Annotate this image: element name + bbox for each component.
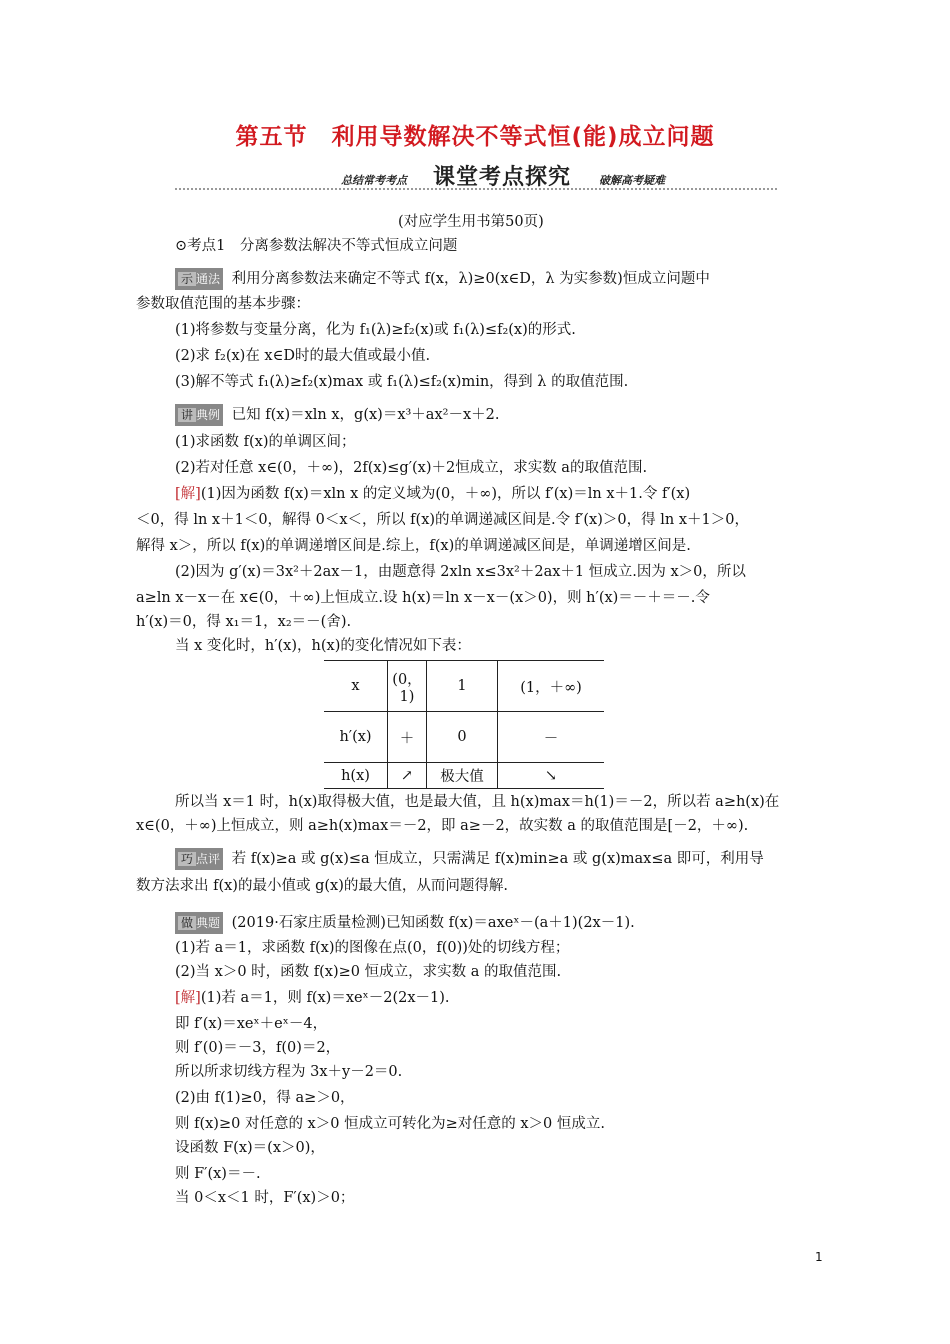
text-line: 设函数 F(x)＝(x＞0)， xyxy=(175,1140,325,1156)
banner-right-text: 破解高考疑难 xyxy=(599,174,665,187)
text-line: (2)因为 g′(x)＝3x²＋2ax－1，由题意得 2xln x≤3x²＋2ax＋1 恒成立.因为 x＞0，所以 xyxy=(175,564,746,580)
solution-line xyxy=(175,484,690,504)
kaodian-heading: ⊙考点1 分离参数法解决不等式恒成立问题 xyxy=(175,238,458,254)
table-cell: － xyxy=(498,712,605,763)
text-line: 解得 x＞，所以 f(x)的单调递增区间是.综上，f(x)的单调递减区间是，单调递增区间是. xyxy=(136,538,691,554)
text-line: (1)因为函数 f(x)＝xln x 的定义域为(0，＋∞)，所以 f′(x)＝ln x＋1.令 f′(x) xyxy=(200,486,691,502)
solution-mark: [解] xyxy=(175,990,201,1006)
tongfa-paragraph xyxy=(175,268,710,290)
table-cell: ↘ xyxy=(498,763,605,789)
table-cell: ＋ xyxy=(388,712,427,763)
text-line: 若 f(x)≥a 或 g(x)≤a 恒成立，只需满足 f(x)min≥a 或 g(x)max≤a 即可，利用导 xyxy=(231,851,764,867)
text-line: 则 F′(x)＝－. xyxy=(175,1166,261,1182)
text-line: 利用分离参数法来确定不等式 f(x，λ)≥0(x∈D，λ 为实参数)恒成立问题中 xyxy=(231,271,710,287)
banner-center-text: 课堂考点探究 xyxy=(433,165,572,190)
text-line: h′(x)＝0，得 x₁＝1，x₂＝－(舍). xyxy=(136,614,352,630)
text-line: 则 f′(0)＝－3，f(0)＝2， xyxy=(175,1040,341,1056)
text-line: a≥ln x－x－在 x∈(0，＋∞)上恒成立.设 h(x)＝ln x－x－(x＞0)，则 h′(x)＝－＋＝－.令 xyxy=(136,590,710,606)
text-line: (2)由 f(1)≥0，得 a≥＞0， xyxy=(175,1090,355,1106)
page-number: 1 xyxy=(815,1250,823,1264)
text-line: 则 f(x)≥0 对任意的 x＞0 恒成立可转化为≥对任意的 x＞0 恒成立. xyxy=(175,1116,605,1132)
solution-line xyxy=(175,988,450,1008)
text-line: 参数取值范围的基本步骤： xyxy=(136,296,310,312)
text-line: (3)解不等式 f₁(λ)≥f₂(x)max 或 f₁(λ)≤f₂(x)min，得到 λ 的取值范围. xyxy=(175,374,629,390)
table-row xyxy=(324,712,604,763)
table-cell: 极大值 xyxy=(427,763,498,789)
book-reference: (对应学生用书第50页) xyxy=(398,214,544,230)
dianli-paragraph xyxy=(175,404,499,426)
zuoti-paragraph xyxy=(175,912,635,934)
qiaodian-tag: 巧 点评 xyxy=(175,848,223,870)
text-line: 所以所求切线方程为 3x＋y－2＝0. xyxy=(175,1064,403,1080)
text-line: 已知 f(x)＝xln x，g(x)＝x³＋ax²－x＋2. xyxy=(231,407,500,423)
text-line: (2)求 f₂(x)在 x∈D时的最大值或最小值. xyxy=(175,348,431,364)
dianli-tag: 讲 典例 xyxy=(175,404,223,426)
text-line: ＜0，得 ln x＋1＜0，解得 0＜x＜，所以 f(x)的单调递减区间是.令 f′(x)＞0，得 ln x＋1＞0， xyxy=(136,512,749,528)
banner-rule xyxy=(175,188,777,190)
text-line: (1)求函数 f(x)的单调区间； xyxy=(175,434,356,450)
text-line: (1)若 a＝1，求函数 f(x)的图像在点(0，f(0))处的切线方程； xyxy=(175,940,570,956)
qiaodian-paragraph xyxy=(175,848,764,870)
text-line: 数方法求出 f(x)的最小值或 g(x)的最大值，从而问题得解. xyxy=(136,878,508,894)
banner-left-text: 总结常考考点 xyxy=(341,174,407,187)
table-row xyxy=(324,661,604,712)
table-row xyxy=(324,763,604,789)
text-line: 当 0＜x＜1 时，F′(x)＞0； xyxy=(175,1190,355,1206)
table-cell: 1 xyxy=(427,661,498,712)
text-line: (1)将参数与变量分离，化为 f₁(λ)≥f₂(x)或 f₁(λ)≤f₂(x)的形式. xyxy=(175,322,576,338)
tongfa-tag: 示 通法 xyxy=(175,268,223,290)
table-cell: h(x) xyxy=(324,763,388,789)
table-cell: 0 xyxy=(427,712,498,763)
table-cell: (0，1) xyxy=(388,661,427,712)
text-line: (2019·石家庄质量检测)已知函数 f(x)＝axeˣ－(a＋1)(2x－1). xyxy=(231,915,635,931)
text-line: (2)若对任意 x∈(0，＋∞)，2f(x)≤g′(x)＋2恒成立，求实数 a的取值范围. xyxy=(175,460,648,476)
page-title: 第五节 利用导数解决不等式恒(能)成立问题 xyxy=(235,124,715,150)
section-banner xyxy=(175,160,777,190)
table-cell: h′(x) xyxy=(324,712,388,763)
text-line: x∈(0，＋∞)上恒成立，则 a≥h(x)max＝－2，即 a≥－2，故实数 a 的取值范围是[－2，＋∞). xyxy=(136,818,749,834)
table-cell: (1，＋∞) xyxy=(498,661,605,712)
solution-mark: [解] xyxy=(175,486,201,502)
text-line: 所以当 x＝1 时，h(x)取得极大值，也是最大值，且 h(x)max＝h(1)＝－2，所以若 a≥h(x)在 xyxy=(175,794,780,810)
text-line: (2)当 x＞0 时，函数 f(x)≥0 恒成立，求实数 a 的取值范围. xyxy=(175,964,562,980)
zuoti-tag: 做 典题 xyxy=(175,912,223,934)
variation-table xyxy=(324,660,604,789)
table-cell: x xyxy=(324,661,388,712)
text-line: 即 f′(x)＝xeˣ＋eˣ－4， xyxy=(175,1016,328,1032)
table-cell: ↗ xyxy=(388,763,427,789)
text-line: (1)若 a＝1，则 f(x)＝xeˣ－2(2x－1). xyxy=(200,990,450,1006)
text-line: 当 x 变化时，h′(x)，h(x)的变化情况如下表： xyxy=(175,638,471,654)
